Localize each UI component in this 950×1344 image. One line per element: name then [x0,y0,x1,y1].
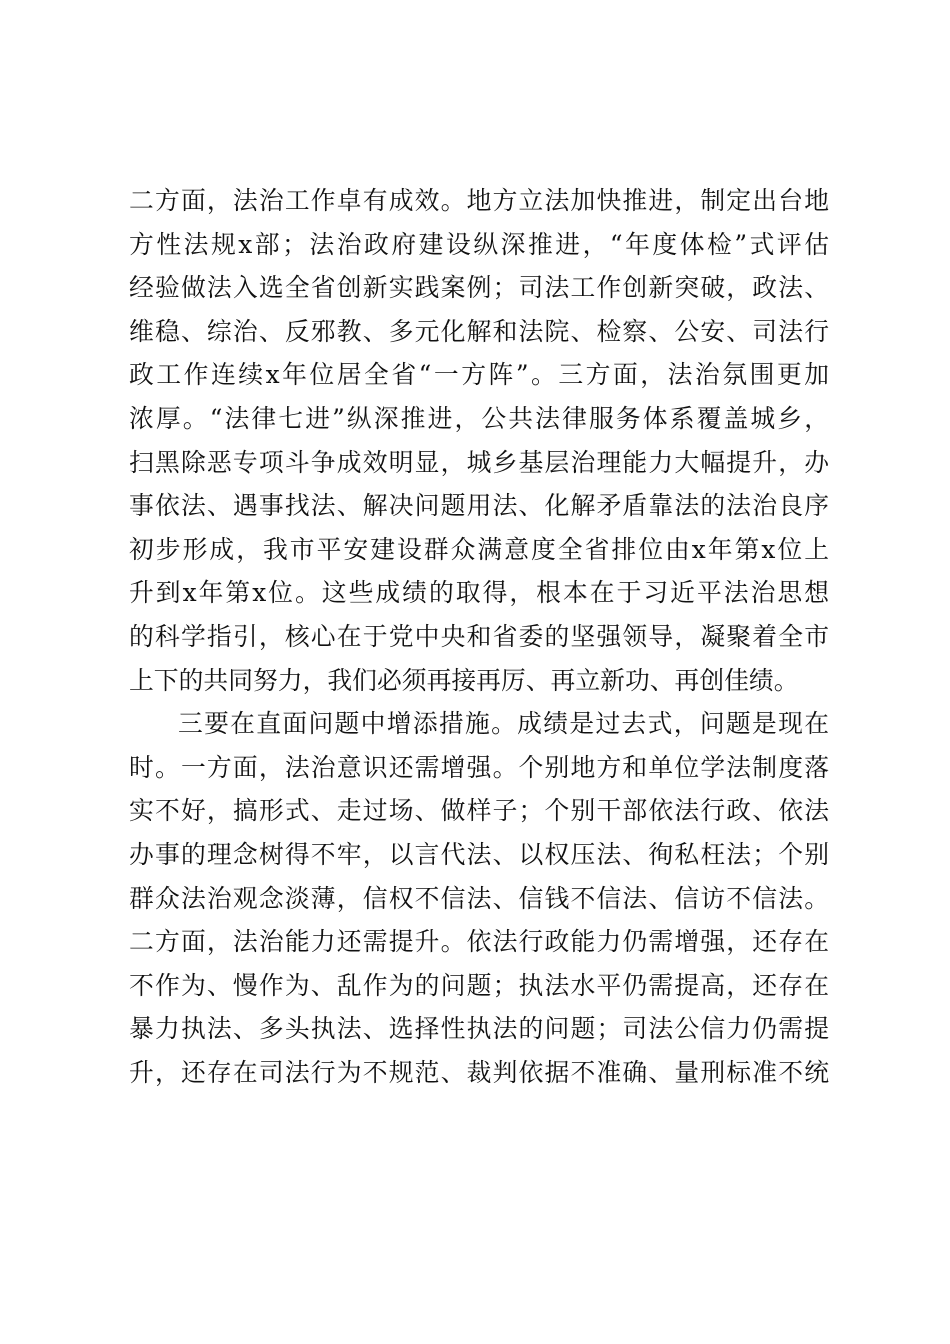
text-line: 浓厚。“法律七进”纵深推进，公共法律服务体系覆盖城乡， [129,403,829,433]
text-line: 初步形成，我市平安建设群众满意度全省排位由x年第x位上 [129,534,829,564]
text-line: 不作为、慢作为、乱作为的问题；执法水平仍需提高，还存在 [129,970,829,1000]
text-line: 办事的理念树得不牢，以言代法、以权压法、徇私枉法；个别 [129,839,829,869]
text-line: 升，还存在司法行为不规范、裁判依据不准确、量刑标准不统 [129,1057,829,1087]
text-line: 方性法规x部；法治政府建设纵深推进，“年度体检”式评估 [129,229,829,259]
text-line: 扫黑除恶专项斗争成效明显，城乡基层治理能力大幅提升，办 [129,447,829,477]
text-line: 群众法治观念淡薄，信权不信法、信钱不信法、信访不信法。 [129,883,829,913]
text-line: 时。一方面，法治意识还需增强。个别地方和单位学法制度落 [129,752,829,782]
text-line: 二方面，法治工作卓有成效。地方立法加快推进，制定出台地 [129,186,829,215]
text-line: 暴力执法、多头执法、选择性执法的问题；司法公信力仍需提 [129,1014,829,1044]
text-line: 事依法、遇事找法、解决问题用法、化解矛盾靠法的法治良序 [129,491,829,521]
body-text [129,179,829,1094]
text-line: 经验做法入选全省创新实践案例；司法工作创新突破，政法、 [129,273,829,303]
paragraph-last-line: 上下的共同努力，我们必须再接再厉、再立新功、再创佳绩。 [129,665,799,695]
text-line: 升到x年第x位。这些成绩的取得，根本在于习近平法治思想 [129,578,829,608]
paragraph-first-line: 三要在直面问题中增添措施。成绩是过去式，问题是现在 [178,709,829,739]
text-line: 二方面，法治能力还需提升。依法行政能力仍需增强，还存在 [129,927,829,957]
text-line: 的科学指引，核心在于党中央和省委的坚强领导，凝聚着全市 [129,621,829,651]
text-line: 政工作连续x年位居全省“一方阵”。三方面，法治氛围更加 [129,360,829,390]
text-line: 实不好，搞形式、走过场、做样子；个别干部依法行政、依法 [129,796,829,826]
text-line: 维稳、综治、反邪教、多元化解和法院、检察、公安、司法行 [129,316,829,346]
